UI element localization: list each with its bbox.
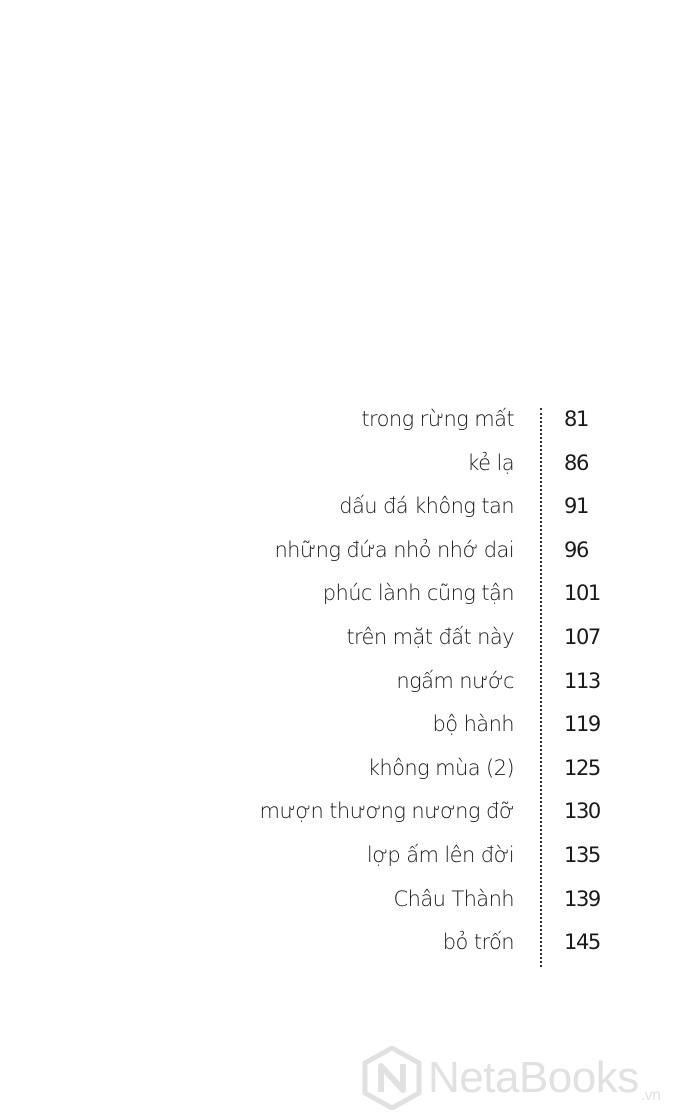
toc-dotted-divider	[540, 408, 542, 967]
toc-row	[0, 617, 700, 661]
toc-entry-page: 107	[564, 624, 600, 649]
toc-entry-page: 96	[564, 537, 588, 562]
toc-row	[0, 486, 700, 530]
toc-row	[0, 704, 700, 748]
toc-row	[0, 835, 700, 879]
toc-entry-title: lợp ấm lên đời	[366, 842, 514, 867]
toc-row	[0, 530, 700, 574]
toc-row	[0, 573, 700, 617]
toc-entry-title: không mùa (2)	[367, 755, 514, 780]
toc-entry-title: bộ hành	[432, 712, 514, 737]
toc-entry-title: trong rừng mất	[361, 407, 514, 431]
watermark-suffix: .vn	[640, 1087, 661, 1104]
toc-entry-title: kẻ lạ	[467, 450, 514, 475]
toc-row	[0, 399, 700, 443]
toc-row	[0, 661, 700, 705]
toc-row	[0, 791, 700, 835]
table-of-contents	[0, 399, 700, 966]
toc-entry-page: 113	[564, 668, 600, 693]
netabooks-logo-icon	[362, 1046, 422, 1110]
toc-entry-page: 101	[564, 581, 600, 606]
toc-entry-title: mượn thương nương đỡ	[259, 799, 514, 824]
toc-entry-title: bỏ trốn	[442, 930, 514, 955]
toc-entry-page: 81	[564, 407, 588, 431]
toc-entry-page: 135	[564, 842, 600, 867]
toc-entry-page: 91	[564, 494, 588, 519]
toc-entry-title: trên mặt đất này	[346, 624, 514, 649]
toc-entry-page: 130	[564, 799, 600, 824]
toc-row	[0, 922, 700, 966]
toc-entry-title: phúc lành cũng tận	[322, 581, 514, 606]
toc-entry-page: 139	[564, 886, 600, 911]
toc-entry-page: 86	[564, 450, 588, 475]
toc-entry-title: ngấm nước	[396, 668, 514, 693]
watermark-brand: NetaBooks	[428, 1053, 639, 1102]
toc-entry-page: 145	[564, 930, 600, 955]
netabooks-watermark	[362, 1043, 661, 1113]
toc-entry-title: Châu Thành	[393, 886, 514, 911]
toc-entry-page: 125	[564, 755, 600, 780]
toc-row	[0, 748, 700, 792]
toc-row	[0, 443, 700, 487]
toc-entry-title: những đứa nhỏ nhớ dai	[274, 537, 514, 562]
toc-entry-page: 119	[564, 712, 600, 737]
toc-entry-title: dấu đá không tan	[339, 494, 514, 519]
toc-row	[0, 879, 700, 923]
